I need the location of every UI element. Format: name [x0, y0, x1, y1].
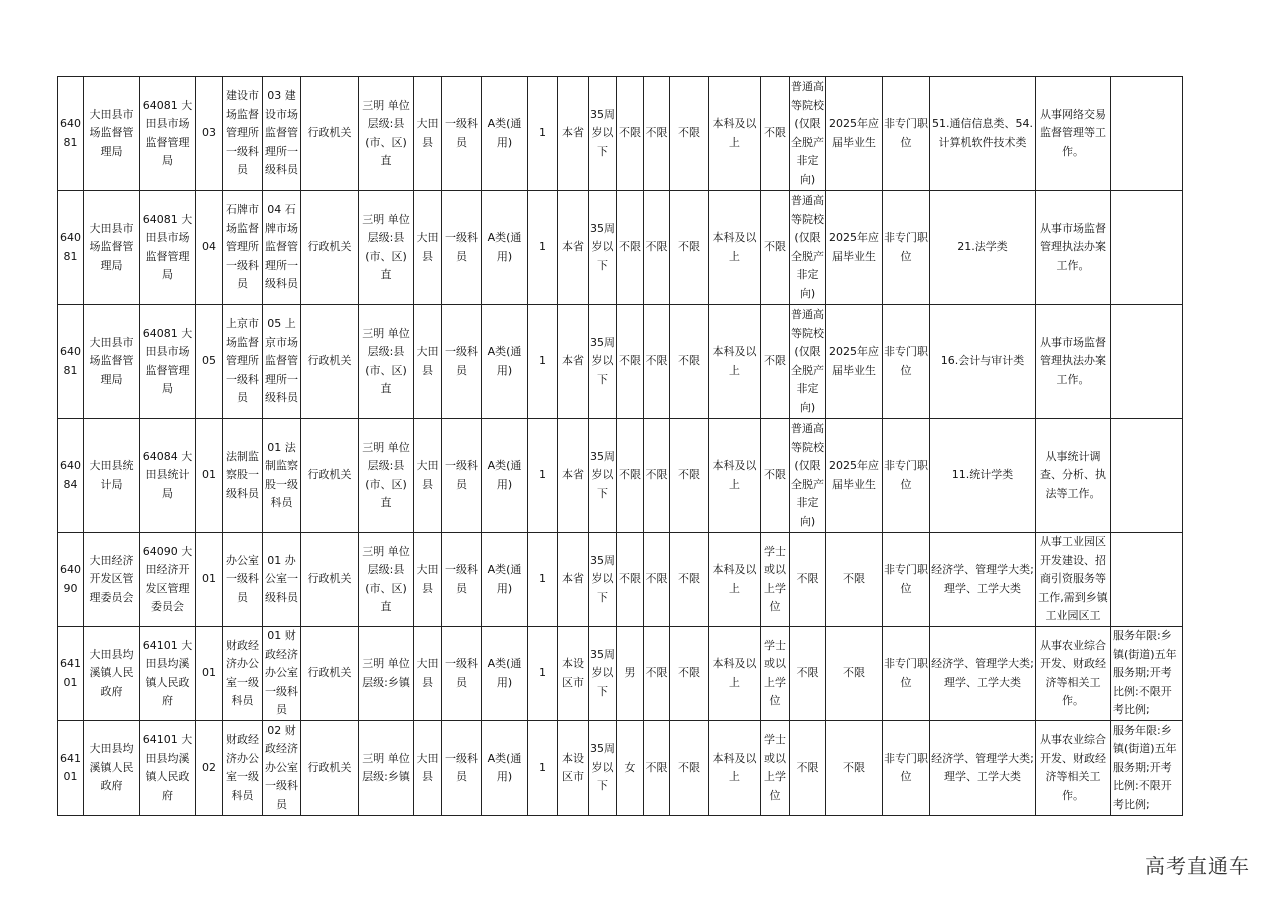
table-cell: 21.法学类: [930, 191, 1036, 305]
table-cell: 不限: [826, 721, 883, 816]
table-cell: A类(通用): [482, 305, 528, 419]
table-cell: 64081 大田县市场监督管理局: [140, 191, 196, 305]
table-cell: 64081 大田县市场监督管理局: [140, 305, 196, 419]
table-cell: 本科及以上: [709, 419, 761, 533]
table-cell: 一级科员: [442, 533, 482, 627]
table-cell: 普通高等院校(仅限全脱产非定向): [790, 305, 826, 419]
table-cell: 2025年应届毕业生: [826, 305, 883, 419]
table-cell: 非专门职位: [883, 305, 930, 419]
table-cell: 非专门职位: [883, 721, 930, 816]
table-cell: 不限: [670, 533, 709, 627]
table-cell: 03 建设市场监督管理所一级科员: [263, 77, 301, 191]
table-cell: 51.通信信息类、54.计算机软件技术类: [930, 77, 1036, 191]
table-cell: 非专门职位: [883, 77, 930, 191]
table-cell: 大田县: [414, 305, 442, 419]
table-cell: 01: [196, 627, 223, 721]
table-cell: 不限: [761, 77, 790, 191]
table-cell: 大田县: [414, 77, 442, 191]
table-cell: 本科及以上: [709, 77, 761, 191]
table-cell: 大田县统计局: [84, 419, 140, 533]
table-cell: 本科及以上: [709, 305, 761, 419]
table-cell: 35周岁以下: [589, 533, 617, 627]
table-cell: 女: [617, 721, 644, 816]
table-cell: 三明 单位层级:县(市、区)直: [359, 77, 414, 191]
table-cell: 行政机关: [301, 721, 359, 816]
table-cell: 不限: [670, 305, 709, 419]
table-cell: 不限: [790, 721, 826, 816]
table-row: [58, 77, 1183, 191]
table-cell: [1111, 77, 1183, 191]
table-cell: 64101 大田县均溪镇人民政府: [140, 627, 196, 721]
table-cell: 学士或以上学位: [761, 627, 790, 721]
table-cell: 行政机关: [301, 305, 359, 419]
table-cell: 不限: [617, 533, 644, 627]
table-cell: 从事市场监督管理执法办案工作。: [1036, 305, 1111, 419]
table-cell: 本省: [558, 305, 589, 419]
table-cell: 1: [528, 191, 558, 305]
table-cell: 64081: [58, 191, 84, 305]
table-cell: 大田县: [414, 627, 442, 721]
table-cell: 不限: [790, 627, 826, 721]
table-cell: 三明 单位层级:县(市、区)直: [359, 191, 414, 305]
table-cell: 大田县均溪镇人民政府: [84, 721, 140, 816]
table-cell: 三明 单位层级:乡镇: [359, 627, 414, 721]
table-cell: 64084: [58, 419, 84, 533]
table-cell: 经济学、管理学大类;理学、工学大类: [930, 627, 1036, 721]
table-cell: 不限: [670, 721, 709, 816]
table-row: [58, 627, 1183, 721]
table-cell: 从事农业综合开发、财政经济等相关工作。: [1036, 627, 1111, 721]
table-cell: 不限: [644, 533, 670, 627]
table-cell: 大田县: [414, 191, 442, 305]
table-cell: 大田县市场监督管理局: [84, 305, 140, 419]
table-cell: 三明 单位层级:县(市、区)直: [359, 533, 414, 627]
table-cell: A类(通用): [482, 191, 528, 305]
table-cell: A类(通用): [482, 533, 528, 627]
table-cell: 从事网络交易监督管理等工作。: [1036, 77, 1111, 191]
table-cell: 64101: [58, 721, 84, 816]
table-cell: 服务年限:乡镇(街道)五年服务期;开考比例:不限开考比例;: [1111, 721, 1183, 816]
table-cell: 行政机关: [301, 627, 359, 721]
table-cell: 三明 单位层级:县(市、区)直: [359, 419, 414, 533]
table-cell: 经济学、管理学大类;理学、工学大类: [930, 533, 1036, 627]
table-cell: 03: [196, 77, 223, 191]
table-cell: 64090 大田经济开发区管理委员会: [140, 533, 196, 627]
table-cell: [1111, 305, 1183, 419]
table-cell: 三明 单位层级:乡镇: [359, 721, 414, 816]
watermark-text: 高考直通车: [1145, 854, 1250, 878]
table-cell: 不限: [670, 191, 709, 305]
table-cell: 不限: [617, 305, 644, 419]
table-cell: 从事市场监督管理执法办案工作。: [1036, 191, 1111, 305]
table-cell: [1111, 533, 1183, 627]
table-cell: 16.会计与审计类: [930, 305, 1036, 419]
table-cell: 学士或以上学位: [761, 721, 790, 816]
table-cell: 1: [528, 305, 558, 419]
table-cell: 1: [528, 77, 558, 191]
table-cell: 不限: [790, 533, 826, 627]
table-cell: 64101: [58, 627, 84, 721]
table-cell: 从事统计调查、分析、执法等工作。: [1036, 419, 1111, 533]
table-cell: 一级科员: [442, 419, 482, 533]
table-cell: A类(通用): [482, 419, 528, 533]
table-cell: 1: [528, 721, 558, 816]
table-cell: 64081 大田县市场监督管理局: [140, 77, 196, 191]
table-cell: 非专门职位: [883, 191, 930, 305]
table-cell: 上京市场监督管理所一级科员: [223, 305, 263, 419]
table-cell: 不限: [670, 419, 709, 533]
table-cell: 35周岁以下: [589, 191, 617, 305]
table-cell: 从事工业园区开发建设、招商引资服务等工作,需到乡镇工业园区工: [1036, 533, 1111, 627]
table-cell: 64084 大田县统计局: [140, 419, 196, 533]
table-cell: 35周岁以下: [589, 77, 617, 191]
table-cell: 不限: [644, 419, 670, 533]
table-cell: 非专门职位: [883, 533, 930, 627]
table-cell: 大田县市场监督管理局: [84, 77, 140, 191]
table-cell: 大田经济开发区管理委员会: [84, 533, 140, 627]
table-cell: 不限: [670, 77, 709, 191]
table-cell: 从事农业综合开发、财政经济等相关工作。: [1036, 721, 1111, 816]
table-cell: 1: [528, 419, 558, 533]
table-cell: 本省: [558, 191, 589, 305]
table-cell: 本省: [558, 533, 589, 627]
table-cell: 2025年应届毕业生: [826, 77, 883, 191]
table-cell: 建设市场监督管理所一级科员: [223, 77, 263, 191]
table-cell: 64090: [58, 533, 84, 627]
table-cell: 本科及以上: [709, 627, 761, 721]
table-cell: 2025年应届毕业生: [826, 191, 883, 305]
table-cell: 行政机关: [301, 191, 359, 305]
table-row: [58, 721, 1183, 816]
table-cell: 一级科员: [442, 305, 482, 419]
table-row: [58, 419, 1183, 533]
table-cell: A类(通用): [482, 77, 528, 191]
table-cell: 普通高等院校(仅限全脱产非定向): [790, 191, 826, 305]
table-cell: 不限: [826, 627, 883, 721]
table-cell: 01: [196, 419, 223, 533]
table-cell: 05 上京市场监督管理所一级科员: [263, 305, 301, 419]
table-cell: 一级科员: [442, 627, 482, 721]
table-cell: 本科及以上: [709, 533, 761, 627]
table-cell: 64081: [58, 77, 84, 191]
table-cell: 不限: [670, 627, 709, 721]
table-cell: 普通高等院校(仅限全脱产非定向): [790, 77, 826, 191]
table-cell: 11.统计学类: [930, 419, 1036, 533]
table-cell: 一级科员: [442, 721, 482, 816]
table-cell: 01 办公室一级科员: [263, 533, 301, 627]
table-cell: 大田县均溪镇人民政府: [84, 627, 140, 721]
table-cell: 02 财政经济办公室一级科员: [263, 721, 301, 816]
table-cell: 男: [617, 627, 644, 721]
table-cell: 行政机关: [301, 419, 359, 533]
table-cell: 行政机关: [301, 77, 359, 191]
table-cell: 35周岁以下: [589, 721, 617, 816]
table-cell: 不限: [761, 419, 790, 533]
table-cell: 不限: [644, 77, 670, 191]
table-cell: 35周岁以下: [589, 627, 617, 721]
table-cell: 2025年应届毕业生: [826, 419, 883, 533]
table-cell: 02: [196, 721, 223, 816]
table-cell: 服务年限:乡镇(街道)五年服务期;开考比例:不限开考比例;: [1111, 627, 1183, 721]
table-cell: 本科及以上: [709, 191, 761, 305]
table-cell: 一级科员: [442, 77, 482, 191]
table-row: [58, 533, 1183, 627]
table-cell: 非专门职位: [883, 419, 930, 533]
table-cell: 不限: [617, 419, 644, 533]
table-cell: 普通高等院校(仅限全脱产非定向): [790, 419, 826, 533]
table-cell: 大田县市场监督管理局: [84, 191, 140, 305]
table-cell: 不限: [644, 721, 670, 816]
table-cell: [1111, 191, 1183, 305]
table-cell: 01 法制监察股一级科员: [263, 419, 301, 533]
table-cell: 本设区市: [558, 627, 589, 721]
table-cell: 财政经济办公室一级科员: [223, 627, 263, 721]
table-cell: 石牌市场监督管理所一级科员: [223, 191, 263, 305]
table-cell: 本科及以上: [709, 721, 761, 816]
table-cell: 大田县: [414, 419, 442, 533]
table-cell: 不限: [826, 533, 883, 627]
table-cell: A类(通用): [482, 627, 528, 721]
table-cell: 1: [528, 533, 558, 627]
table-cell: 不限: [617, 191, 644, 305]
table-cell: 学士或以上学位: [761, 533, 790, 627]
table-cell: 三明 单位层级:县(市、区)直: [359, 305, 414, 419]
table-cell: 财政经济办公室一级科员: [223, 721, 263, 816]
table-cell: 办公室一级科员: [223, 533, 263, 627]
table-cell: 01 财政经济办公室一级科员: [263, 627, 301, 721]
table-cell: 64101 大田县均溪镇人民政府: [140, 721, 196, 816]
table-cell: 不限: [761, 305, 790, 419]
table-cell: 不限: [617, 77, 644, 191]
table-cell: 04 石牌市场监督管理所一级科员: [263, 191, 301, 305]
table-cell: 不限: [644, 627, 670, 721]
table-row: [58, 191, 1183, 305]
table-cell: 本设区市: [558, 721, 589, 816]
table-cell: [1111, 419, 1183, 533]
table-cell: 大田县: [414, 533, 442, 627]
table-cell: 大田县: [414, 721, 442, 816]
table-cell: 35周岁以下: [589, 419, 617, 533]
table-row: [58, 305, 1183, 419]
table-cell: 行政机关: [301, 533, 359, 627]
table-cell: 1: [528, 627, 558, 721]
table-cell: 不限: [761, 191, 790, 305]
table-cell: 05: [196, 305, 223, 419]
table-cell: 非专门职位: [883, 627, 930, 721]
positions-table: [57, 76, 1183, 816]
table-cell: 法制监察股一级科员: [223, 419, 263, 533]
table-cell: 本省: [558, 419, 589, 533]
table-cell: 一级科员: [442, 191, 482, 305]
table-cell: 04: [196, 191, 223, 305]
table-cell: 不限: [644, 305, 670, 419]
table-cell: 01: [196, 533, 223, 627]
table-cell: 本省: [558, 77, 589, 191]
table-cell: A类(通用): [482, 721, 528, 816]
table-cell: 35周岁以下: [589, 305, 617, 419]
table-cell: 经济学、管理学大类;理学、工学大类: [930, 721, 1036, 816]
table-cell: 不限: [644, 191, 670, 305]
table-cell: 64081: [58, 305, 84, 419]
